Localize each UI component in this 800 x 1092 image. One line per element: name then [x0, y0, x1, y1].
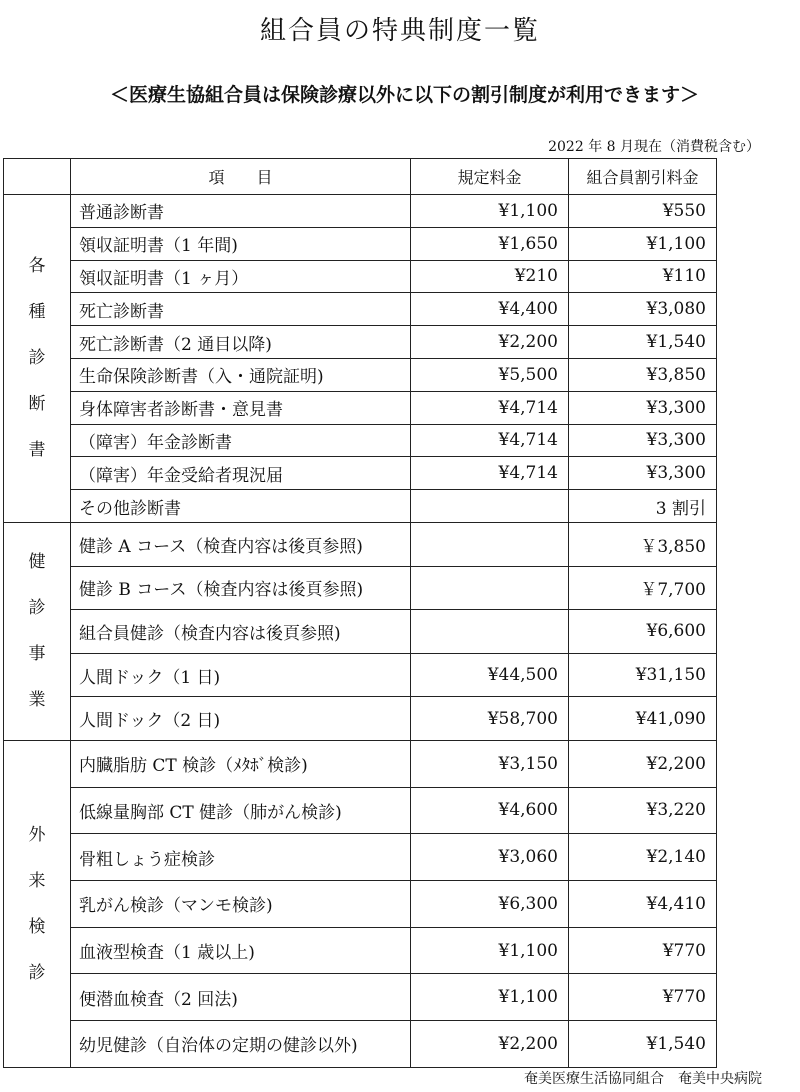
table-row: [4, 391, 717, 424]
regular-fee: ¥4,600: [411, 787, 569, 834]
category-label: [4, 740, 71, 1067]
member-fee: ¥1,540: [569, 1021, 717, 1068]
category-text: 健診事業: [28, 552, 46, 711]
item-name: 幼児健診（自治体の定期の健診以外): [71, 1021, 411, 1068]
member-fee: ¥1,100: [569, 227, 717, 260]
item-name: 生命保険診断書（入・通院証明): [71, 358, 411, 391]
category-label: [4, 195, 71, 523]
item-name: 人間ドック（2 日): [71, 697, 411, 741]
regular-fee: ¥58,700: [411, 697, 569, 741]
regular-fee: ¥1,100: [411, 195, 569, 228]
table-row: [4, 326, 717, 359]
table-row: [4, 358, 717, 391]
table-row: [4, 227, 717, 260]
regular-fee: ¥4,714: [411, 391, 569, 424]
page-title: 組合員の特典制度一覧: [259, 16, 540, 46]
member-fee: ¥3,300: [569, 457, 717, 490]
member-fee: ¥3,300: [569, 424, 717, 457]
member-fee: ¥110: [569, 260, 717, 293]
item-name: （障害）年金受給者現況届: [71, 457, 411, 490]
table-row: [4, 787, 717, 834]
header-item: 項 目: [71, 159, 411, 195]
member-fee: ¥31,150: [569, 653, 717, 697]
regular-fee: ¥1,650: [411, 227, 569, 260]
regular-fee: ¥4,714: [411, 457, 569, 490]
regular-fee: ¥2,200: [411, 1021, 569, 1068]
regular-fee: ¥1,100: [411, 974, 569, 1021]
item-name: 死亡診断書: [71, 293, 411, 326]
item-name: 人間ドック（1 日): [71, 653, 411, 697]
item-name: 内臓脂肪 CT 検診（ﾒﾀﾎﾞ検診): [71, 740, 411, 787]
item-name: 健診 A コース（検査内容は後頁参照): [71, 522, 411, 566]
category-label: [4, 522, 71, 740]
table-row: [4, 740, 717, 787]
table-row: [4, 424, 717, 457]
regular-fee: ¥4,714: [411, 424, 569, 457]
table-row: [4, 697, 717, 741]
regular-fee: [411, 522, 569, 566]
table-row: [4, 293, 717, 326]
item-name: 領収証明書（1 ヶ月）: [71, 260, 411, 293]
item-name: 身体障害者診断書・意見書: [71, 391, 411, 424]
table-row: [4, 195, 717, 228]
member-fee: ￥7,700: [569, 566, 717, 610]
item-name: 健診 B コース（検査内容は後頁参照): [71, 566, 411, 610]
regular-fee: ¥2,200: [411, 326, 569, 359]
regular-fee: ¥1,100: [411, 927, 569, 974]
item-name: 低線量胸部 CT 健診（肺がん検診): [71, 787, 411, 834]
item-name: 組合員健診（検査内容は後頁参照): [71, 610, 411, 654]
item-name: （障害）年金診断書: [71, 424, 411, 457]
table-row: [4, 490, 717, 523]
header-member-fee: 組合員割引料金: [569, 159, 717, 195]
table-row: [4, 1021, 717, 1068]
regular-fee: [411, 610, 569, 654]
table-row: [4, 653, 717, 697]
regular-fee: ¥3,150: [411, 740, 569, 787]
member-fee: ¥550: [569, 195, 717, 228]
table-row: [4, 881, 717, 928]
regular-fee: ¥5,500: [411, 358, 569, 391]
footer-organization: 奄美医療生活協同組合 奄美中央病院: [524, 1071, 762, 1087]
header-regular-fee: 規定料金: [411, 159, 569, 195]
fee-table-body: [4, 195, 717, 1068]
table-row: [4, 260, 717, 293]
item-name: 便潜血検査（2 回法): [71, 974, 411, 1021]
member-fee: ¥3,220: [569, 787, 717, 834]
table-row: [4, 927, 717, 974]
item-name: 骨粗しょう症検診: [71, 834, 411, 881]
table-row: [4, 610, 717, 654]
member-fee: ¥2,140: [569, 834, 717, 881]
regular-fee: ¥4,400: [411, 293, 569, 326]
regular-fee: ¥6,300: [411, 881, 569, 928]
table-row: [4, 834, 717, 881]
member-fee: ¥2,200: [569, 740, 717, 787]
regular-fee: [411, 490, 569, 523]
regular-fee: [411, 566, 569, 610]
as-of-date: 2022 年 8 月現在（消費税含む）: [548, 139, 760, 155]
category-text: 外来検診: [28, 824, 46, 983]
member-fee: ¥3,850: [569, 358, 717, 391]
page-subtitle: ＜医療生協組合員は保険診療以外に以下の割引制度が利用できます＞: [110, 84, 700, 106]
member-fee: ¥1,540: [569, 326, 717, 359]
member-fee: ¥6,600: [569, 610, 717, 654]
table-row: [4, 566, 717, 610]
table-row: [4, 522, 717, 566]
item-name: 血液型検査（1 歳以上): [71, 927, 411, 974]
member-fee: 3 割引: [569, 490, 717, 523]
item-name: 領収証明書（1 年間): [71, 227, 411, 260]
table-row: [4, 457, 717, 490]
regular-fee: ¥210: [411, 260, 569, 293]
member-fee: ¥3,080: [569, 293, 717, 326]
item-name: 死亡診断書（2 通目以降): [71, 326, 411, 359]
member-fee: ¥3,300: [569, 391, 717, 424]
member-fee: ¥770: [569, 974, 717, 1021]
item-name: 乳がん検診（マンモ検診): [71, 881, 411, 928]
header-category: [4, 159, 71, 195]
member-fee: ¥4,410: [569, 881, 717, 928]
regular-fee: ¥44,500: [411, 653, 569, 697]
member-fee: ¥41,090: [569, 697, 717, 741]
item-name: 普通診断書: [71, 195, 411, 228]
table-header-row: [4, 159, 717, 195]
table-row: [4, 974, 717, 1021]
member-fee: ￥3,850: [569, 522, 717, 566]
regular-fee: ¥3,060: [411, 834, 569, 881]
category-text: 各種診断書: [28, 256, 46, 461]
item-name: その他診断書: [71, 490, 411, 523]
fee-table: [3, 158, 717, 1068]
member-fee: ¥770: [569, 927, 717, 974]
